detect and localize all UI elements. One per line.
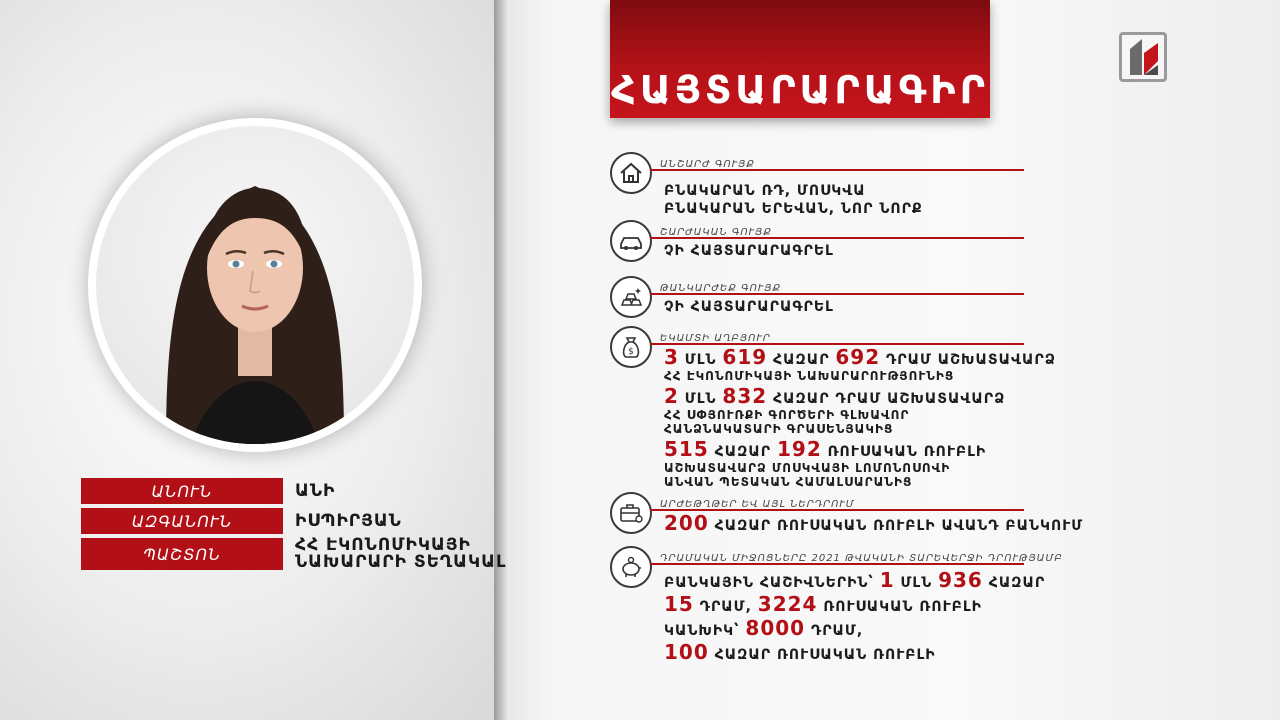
property-line-2: ԲՆԱԿԱՐԱՆ ԵՐԵՎԱՆ, ՆՈՐ ՆՈՐՔ [664,201,923,217]
section-vehicles-body [664,242,834,260]
house-icon [610,152,652,194]
securities-text: 200 ՀԱԶԱՐ ՌՈՒՍԱԿԱՆ ՌՈՒԲԼԻ ԱՎԱՆԴ ԲԱՆԿՈՒՄ [664,511,1084,535]
portrait-illustration [96,126,414,444]
gold-bars-icon [610,276,652,318]
section-property-body [664,182,923,218]
section-cash-title: ԴՐԱՄԱԿԱՆ ՄԻՋՈՑՆԵՐԸ 2021 ԹՎԱԿԱՆԻ ՏԱՐԵՎԵՐՋԻ ԴՐՈՒԹՅԱՄԲ [660,553,1063,564]
section-securities [610,492,1084,538]
income-item-2-source-1: ՀՀ ՍՓՅՈՒՌՔԻ ԳՈՐԾԵՐԻ ԳԼԽԱՎՈՐ [664,408,910,422]
section-property-title: ԱՆՇԱՐԺ ԳՈՒՅՔ [660,159,755,170]
cash-line-2: 15 ԴՐԱՄ, 3224 ՌՈՒՍԱԿԱՆ ՌՈՒԲԼԻ [664,592,982,616]
section-income [610,326,1056,490]
position-row [81,535,507,572]
surname-value: ԻՍՊԻՐՅԱՆ [295,510,402,531]
position-value-line2: ՆԱԽԱՐԱՐԻ ՏԵՂԱԿԱԼ [295,552,507,572]
money-bag-icon [610,326,652,368]
section-vehicles [610,220,1040,266]
income-item-2-source-2: ՀԱՆՁՆԱԿԱՏԱՐԻ ԳՐԱՍԵՆՅԱԿԻՑ [664,422,894,436]
section-cash [610,546,1063,664]
income-item-2: 2 ՄԼՆ 832 ՀԱԶԱՐ ԴՐԱՄ ԱՇԽԱՏԱՎԱՐՁ [664,384,1006,408]
name-row [81,478,335,504]
car-icon [610,220,652,262]
header-banner [610,0,990,118]
position-value [295,537,506,571]
section-vehicles-title: ՇԱՐԺԱԿԱՆ ԳՈՒՅՔ [660,227,772,238]
income-item-3-source-2: ԱՆՎԱՆ ՊԵՏԱԿԱՆ ՀԱՄԱԼՍԱՐԱՆԻՑ [664,475,913,489]
channel-one-icon [1122,35,1164,79]
section-valuables-body [664,298,834,316]
section-income-title: ԵԿԱՄՏԻ ԱՂԲՅՈՒՐ [660,333,771,344]
section-vehicles-header [650,229,1024,239]
position-label: ՊԱՇՏՈՆ [81,538,283,570]
income-item-1: 3 ՄԼՆ 619 ՀԱԶԱՐ 692 ԴՐԱՄ ԱՇԽԱՏԱՎԱՐՁ [664,345,1056,369]
section-securities-title: ԱՐԺԵԹՂԹԵՐ ԵՎ ԱՅԼ ՆԵՐԴՐՈՒՄ [660,499,855,510]
surname-label: ԱԶԳԱՆՈՒՆ [81,508,283,534]
vehicles-text: ՉԻ ՀԱՅՏԱՐԱՐԱԳՐԵԼ [664,243,834,259]
svg-text:$: $ [628,347,634,357]
section-securities-header [650,501,1024,511]
income-item-1-source: ՀՀ ԷԿՈՆՈՄԻԿԱՅԻ ՆԱԽԱՐԱՐՈՒԹՅՈՒՆԻՑ [664,369,955,383]
section-cash-body [664,570,1045,666]
portrait-frame [88,118,422,452]
income-item-3: 515 ՀԱԶԱՐ 192 ՌՈՒՍԱԿԱՆ ՌՈՒԲԼԻ [664,437,987,461]
section-property [610,152,1040,222]
section-valuables-header [650,285,1024,295]
cash-line-1: ԲԱՆԿԱՅԻՆ ՀԱՇԻՎՆԵՐԻՆ՝ 1 ՄԼՆ 936 ՀԱԶԱՐ [664,568,1046,592]
name-label: ԱՆՈՒՆ [81,478,283,504]
name-value: ԱՆԻ [295,480,336,501]
section-income-header [650,335,1024,345]
portrait-photo [96,126,414,444]
income-item-3-source-1: ԱՇԽԱՏԱՎԱՐՁ ՄՈՍԿՎԱՅԻ ԼՈՄՈՆՈՍՈՎԻ [664,461,951,475]
section-property-header [650,161,1024,171]
page-title: ՀԱՅՏԱՐԱՐԱԳԻՐ [611,68,989,112]
surname-row [81,508,402,534]
cash-line-3: ԿԱՆԽԻԿ՝ 8000 ԴՐԱՄ, [664,616,864,640]
piggy-bank-icon [610,546,652,588]
position-value-line1: ՀՀ ԷԿՈՆՈՄԻԿԱՅԻ [295,535,471,555]
property-line-1: ԲՆԱԿԱՐԱՆ ՌԴ, ՄՈՍԿՎԱ [664,183,866,199]
section-securities-body [664,511,1084,535]
briefcase-icon [610,492,652,534]
channel-logo [1119,32,1167,82]
valuables-text: ՉԻ ՀԱՅՏԱՐԱՐԱԳՐԵԼ [664,299,834,315]
section-valuables-title: ԹԱՆԿԱՐԺԵՔ ԳՈՒՅՔ [660,283,782,294]
section-income-body [664,345,1056,489]
section-cash-header [650,553,1063,565]
section-valuables [610,276,1040,322]
cash-line-4: 100 ՀԱԶԱՐ ՌՈՒՍԱԿԱՆ ՌՈՒԲԼԻ [664,640,936,664]
